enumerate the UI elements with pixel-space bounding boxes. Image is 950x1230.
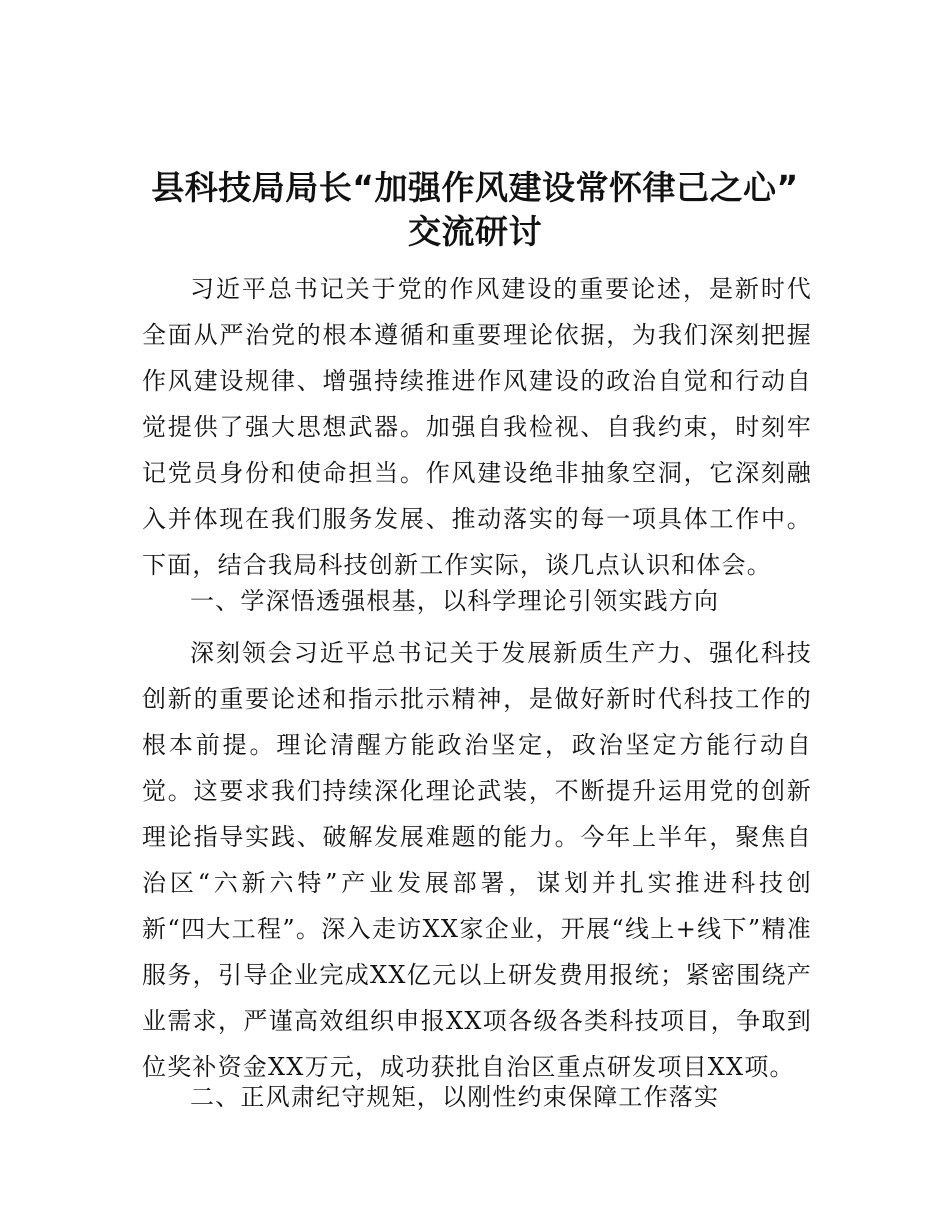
document-title-line-1: 县科技局局长“加强作风建设常怀律己之心” <box>151 168 799 207</box>
section-2-heading: 二、正风肃纪守规矩，以刚性约束保障工作落实 <box>190 1083 720 1111</box>
section-1-heading: 一、学深悟透强根基，以科学理论引领实践方向 <box>190 587 720 615</box>
intro-paragraph: 习近平总书记关于党的作风建设的重要论述，是新时代全面从严治党的根本遵循和重要理论依据，为我们深刻把握作风建设规律、增强持续推进作风建设的政治自觉和行动自觉提供了强大思想武器。加强自我检视、自我约束，时刻牢记党员身份和使命担当。作风建设绝非抽象空洞，它深刻融入并体现在我们服务发展、推动落实的每一项具体工作中。下面，结合我局科技创新工作实际，谈几点认识和体会。 <box>142 275 812 579</box>
document-title-line-2: 交流研讨 <box>408 212 542 251</box>
section-1-paragraph: 深刻领会习近平总书记关于发展新质生产力、强化科技创新的重要论述和指示批示精神，是做好新时代科技工作的根本前提。理论清醒方能政治坚定，政治坚定方能行动自觉。这要求我们持续深化理论武装，不断提升运用党的创新理论指导实践、破解发展难题的能力。今年上半年，聚焦自治区“六新六特”产业发展部署，谋划并扎实推进科技创新“四大工程”。深入走访XX家企业，开展“线上+线下”精准服务，引导企业完成XX亿元以上研发费用报统；紧密围绕产业需求，严谨高效组织申报XX项各级各类科技项目，争取到位奖补资金XX万元，成功获批自治区重点研发项目XX项。 <box>142 639 812 1081</box>
